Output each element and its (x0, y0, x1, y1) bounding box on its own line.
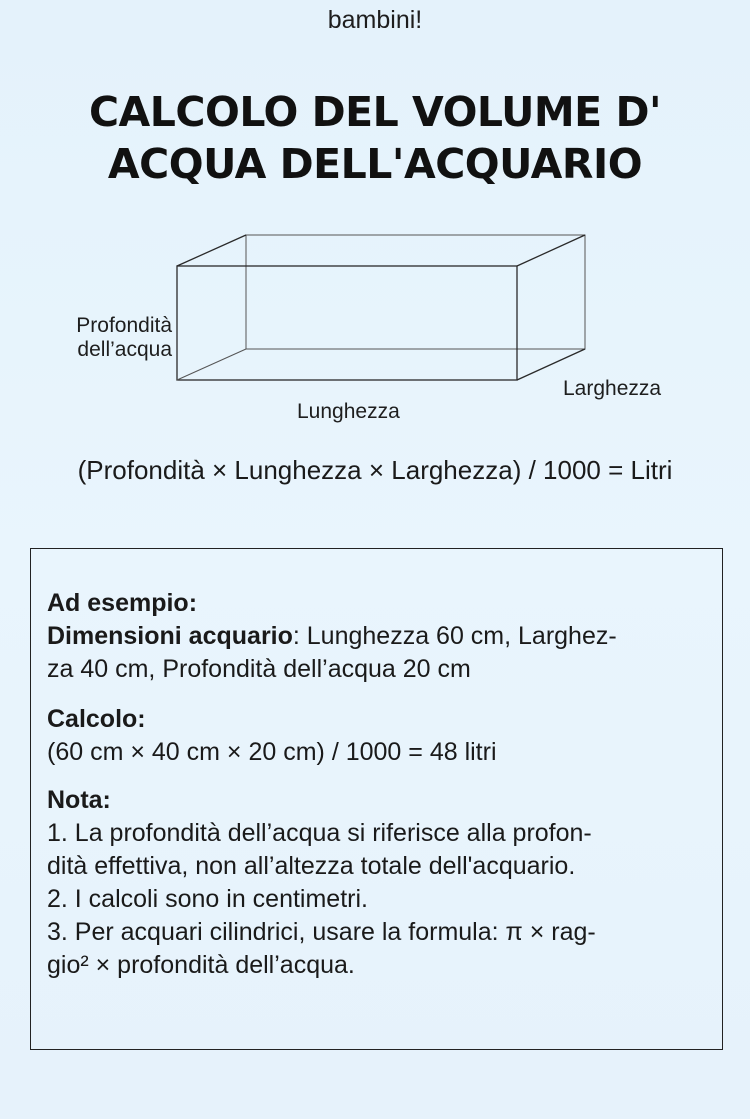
volume-formula: (Profondità × Lunghezza × Larghezza) / 1000 = Litri (77, 455, 673, 485)
aquarium-edge-bottom-right (517, 349, 585, 380)
dimensions-line-2: za 40 cm, Profondità dell’acqua 20 cm (47, 655, 471, 683)
note-line: 3. Per acquari cilindrici, usare la formula: π × rag- (47, 918, 596, 946)
dimensions-text: : Lunghezza 60 cm, Larghez- (292, 622, 617, 650)
note-heading: Nota: (47, 786, 111, 814)
note-line: dità effettiva, non all’altezza totale dell'acquario. (47, 852, 576, 880)
note-line: gio² × profondità dell’acqua. (47, 951, 355, 979)
page-title (20, 86, 730, 190)
depth-label (57, 314, 172, 362)
depth-label-line-2: dell’acqua (77, 338, 172, 361)
length-label: Lunghezza (297, 400, 400, 423)
example-heading: Ad esempio: (47, 589, 198, 617)
calc-line: (60 cm × 40 cm × 20 cm) / 1000 = 48 litri (47, 738, 497, 766)
intro-text-fragment: bambini! (327, 6, 423, 34)
depth-label-line-1: Profondità (76, 314, 172, 337)
aquarium-diagram (0, 225, 750, 395)
aquarium-edge-bottom-left (177, 349, 246, 380)
width-label: Larghezza (563, 377, 662, 400)
title-line-1: CALCOLO DEL VOLUME D' (88, 88, 662, 136)
aquarium-edge-top-left (177, 235, 246, 266)
example-box (30, 548, 723, 1050)
dimensions-line-1 (47, 620, 708, 653)
note-line: 1. La profondità dell’acqua si riferisce alla profon- (47, 819, 592, 847)
aquarium-edge-top-right (517, 235, 585, 266)
title-line-2: ACQUA DELL'ACQUARIO (107, 140, 643, 188)
note-line: 2. I calcoli sono in centimetri. (47, 885, 368, 913)
dimensions-label: Dimensioni acquario (47, 622, 293, 650)
aquarium-front-face (177, 266, 517, 380)
aquarium-back-face (246, 235, 585, 349)
calc-heading: Calcolo: (47, 705, 146, 733)
